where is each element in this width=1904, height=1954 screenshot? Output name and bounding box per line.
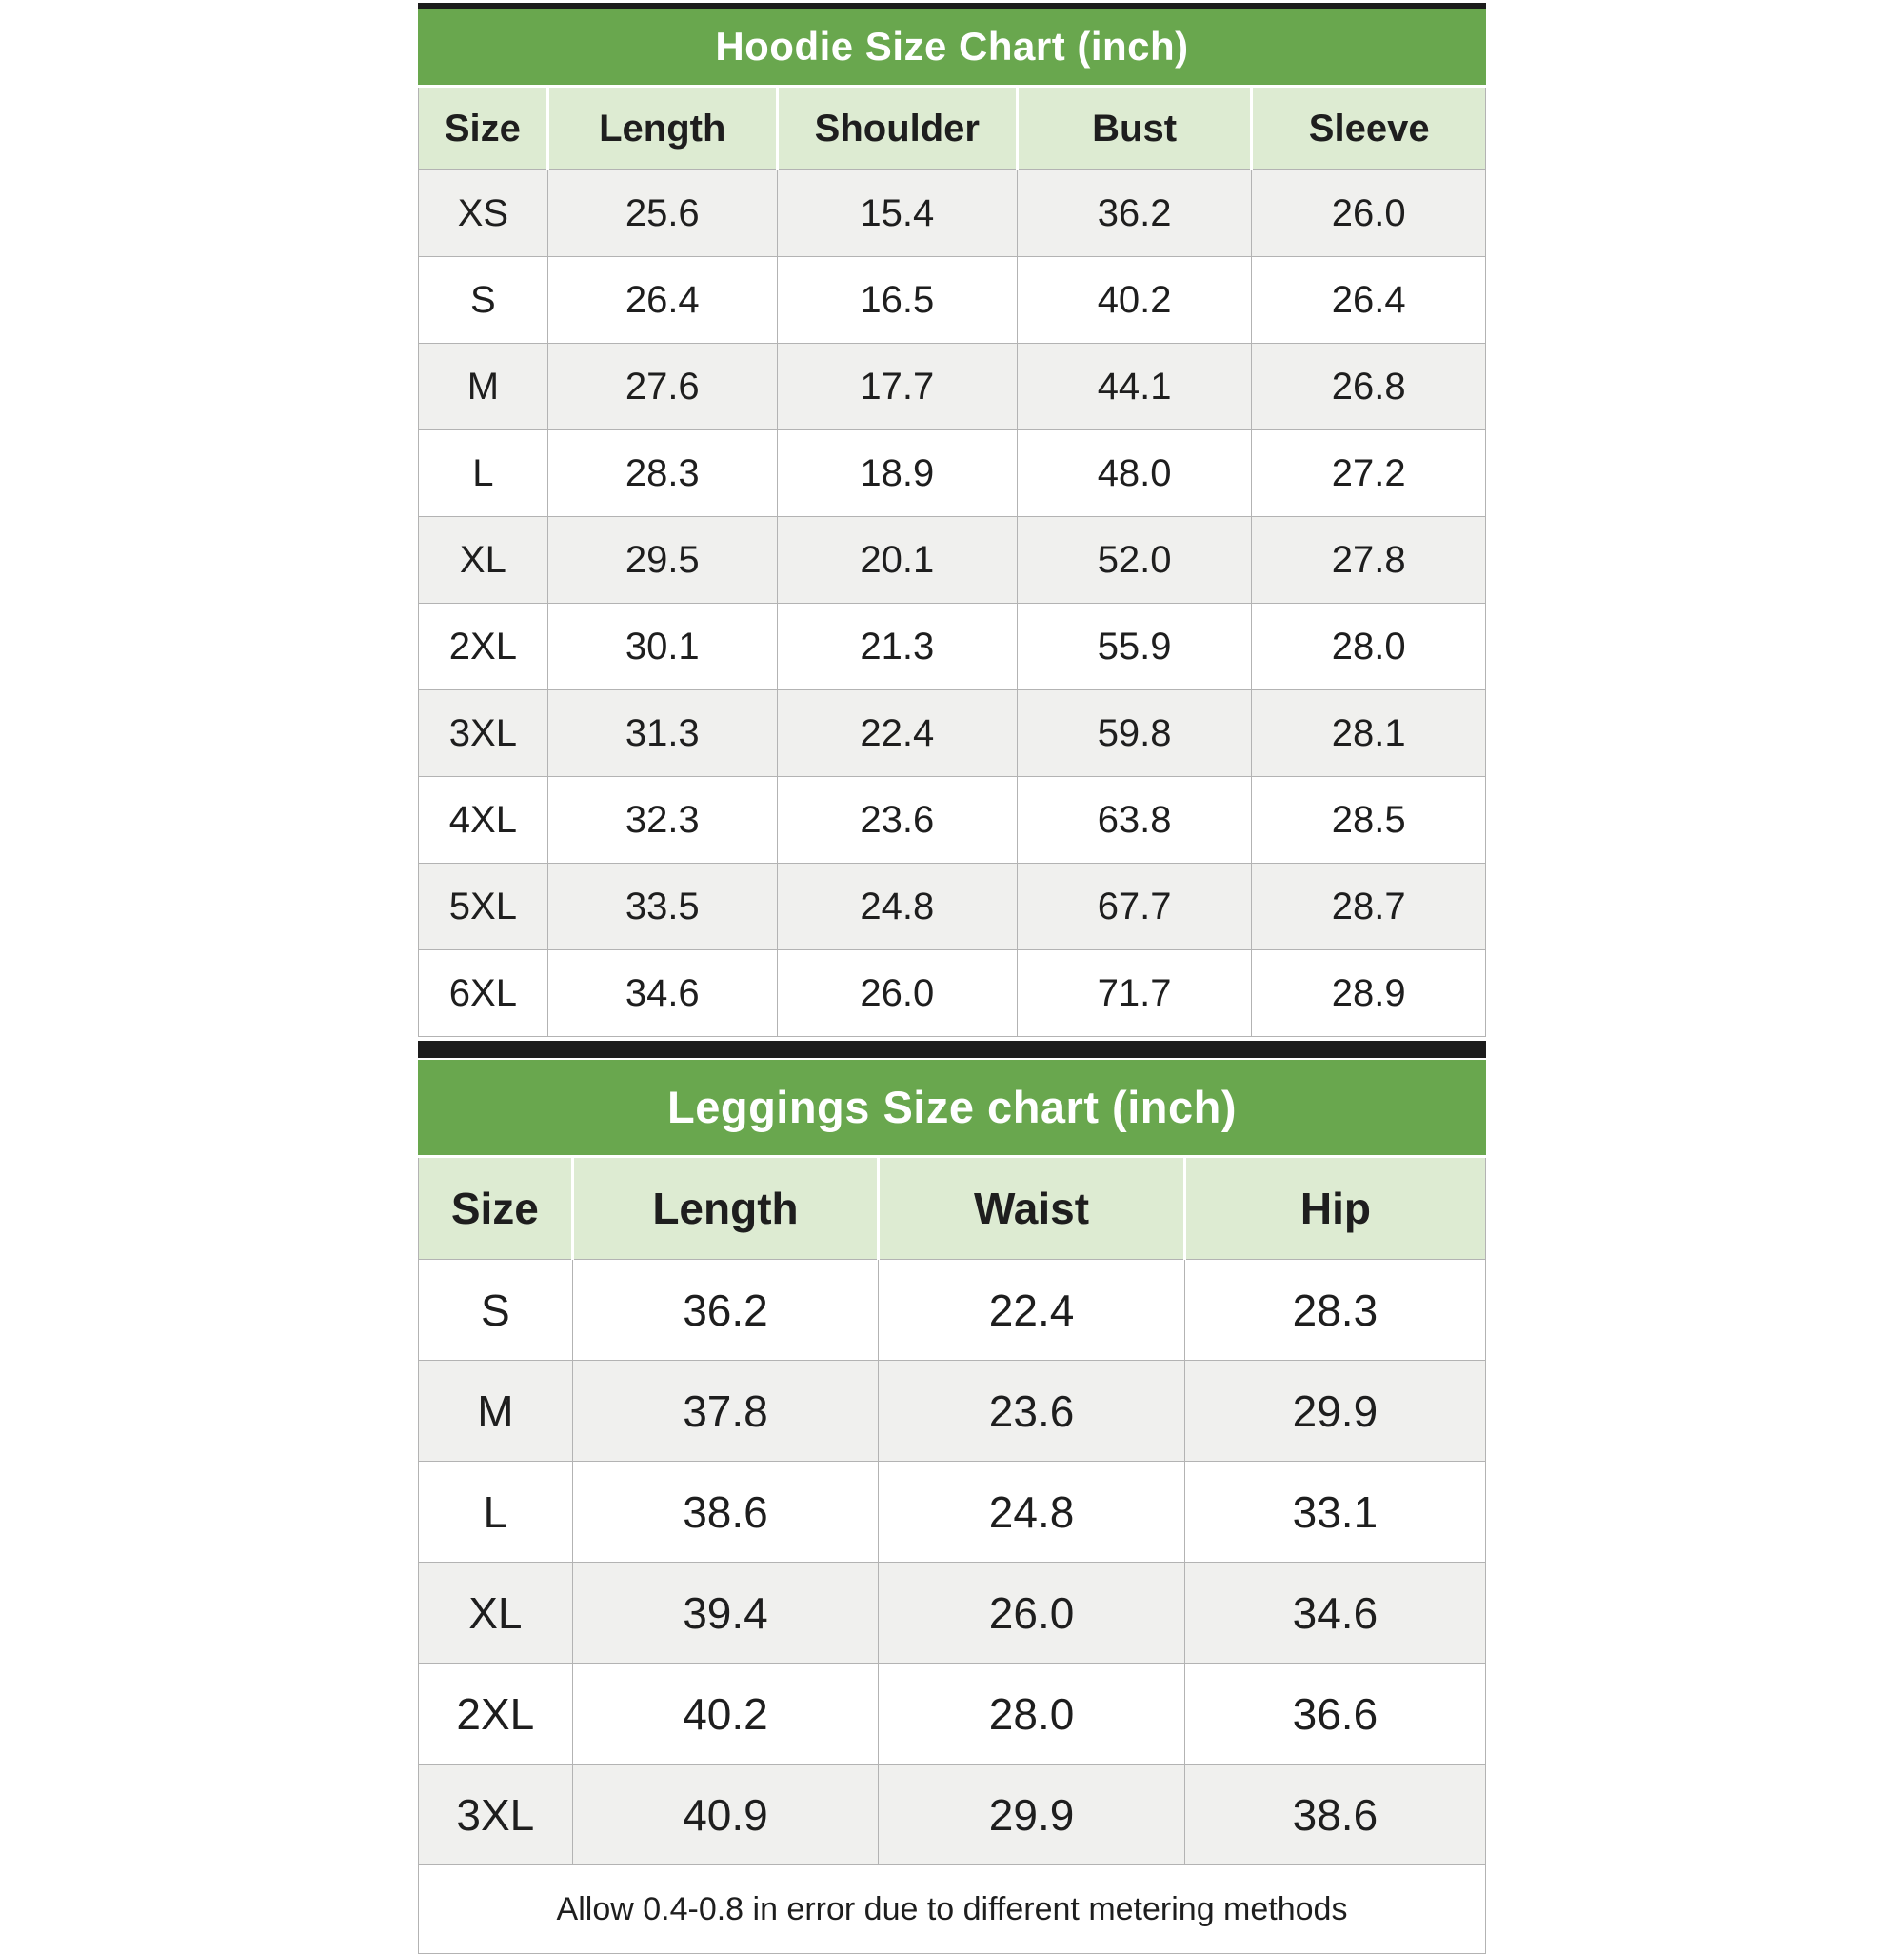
leggings-table-header [419,1158,1486,1260]
hoodie-measurement-value-cell: 59.8 [1017,690,1252,777]
leggings-header-row [419,1158,1486,1260]
hoodie-measurement-value-cell: 26.4 [547,257,777,344]
hoodie-row-2xl [419,604,1486,690]
leggings-size-label-cell: M [419,1361,573,1462]
hoodie-size-table [418,88,1486,1037]
leggings-measurement-value-cell: 37.8 [572,1361,879,1462]
leggings-measurement-value-cell: 36.2 [572,1260,879,1361]
hoodie-measurement-value-cell: 22.4 [777,690,1017,777]
hoodie-measurement-value-cell: 63.8 [1017,777,1252,864]
leggings-col-header-hip: Hip [1184,1158,1485,1260]
hoodie-measurement-value-cell: 18.9 [777,430,1017,517]
hoodie-header-row [419,88,1486,170]
hoodie-measurement-value-cell: 28.7 [1252,864,1486,950]
table-separator-bar [418,1041,1486,1058]
leggings-size-label-cell: XL [419,1563,573,1664]
measurement-error-note: Allow 0.4-0.8 in error due to different metering methods [418,1865,1486,1954]
leggings-table-body [419,1260,1486,1865]
hoodie-measurement-value-cell: 27.2 [1252,430,1486,517]
hoodie-col-header-size: Size [419,88,548,170]
leggings-measurement-value-cell: 28.3 [1184,1260,1485,1361]
leggings-size-table-section [418,1060,1486,1954]
leggings-size-label-cell: 2XL [419,1664,573,1765]
leggings-measurement-value-cell: 33.1 [1184,1462,1485,1563]
hoodie-measurement-value-cell: 20.1 [777,517,1017,604]
leggings-measurement-value-cell: 24.8 [879,1462,1185,1563]
hoodie-measurement-value-cell: 67.7 [1017,864,1252,950]
hoodie-size-label-cell: 3XL [419,690,548,777]
hoodie-table-body [419,170,1486,1037]
hoodie-size-label-cell: 4XL [419,777,548,864]
hoodie-measurement-value-cell: 34.6 [547,950,777,1037]
hoodie-row-xs [419,170,1486,257]
leggings-measurement-value-cell: 29.9 [879,1765,1185,1865]
hoodie-measurement-value-cell: 28.9 [1252,950,1486,1037]
hoodie-measurement-value-cell: 52.0 [1017,517,1252,604]
hoodie-measurement-value-cell: 32.3 [547,777,777,864]
hoodie-measurement-value-cell: 30.1 [547,604,777,690]
hoodie-measurement-value-cell: 28.0 [1252,604,1486,690]
hoodie-measurement-value-cell: 31.3 [547,690,777,777]
hoodie-measurement-value-cell: 40.2 [1017,257,1252,344]
hoodie-measurement-value-cell: 44.1 [1017,344,1252,430]
hoodie-measurement-value-cell: 25.6 [547,170,777,257]
hoodie-measurement-value-cell: 36.2 [1017,170,1252,257]
leggings-measurement-value-cell: 29.9 [1184,1361,1485,1462]
leggings-measurement-value-cell: 40.9 [572,1765,879,1865]
leggings-measurement-value-cell: 36.6 [1184,1664,1485,1765]
hoodie-measurement-value-cell: 23.6 [777,777,1017,864]
leggings-row-l [419,1462,1486,1563]
hoodie-col-header-sleeve: Sleeve [1252,88,1486,170]
hoodie-row-l [419,430,1486,517]
leggings-measurement-value-cell: 23.6 [879,1361,1185,1462]
hoodie-size-label-cell: 6XL [419,950,548,1037]
leggings-measurement-value-cell: 34.6 [1184,1563,1485,1664]
leggings-size-label-cell: 3XL [419,1765,573,1865]
hoodie-row-4xl [419,777,1486,864]
hoodie-measurement-value-cell: 28.1 [1252,690,1486,777]
hoodie-measurement-value-cell: 24.8 [777,864,1017,950]
hoodie-measurement-value-cell: 28.5 [1252,777,1486,864]
hoodie-col-header-bust: Bust [1017,88,1252,170]
hoodie-size-label-cell: S [419,257,548,344]
leggings-row-s [419,1260,1486,1361]
leggings-row-m [419,1361,1486,1462]
hoodie-size-label-cell: L [419,430,548,517]
leggings-size-label-cell: S [419,1260,573,1361]
leggings-row-2xl [419,1664,1486,1765]
hoodie-row-s [419,257,1486,344]
hoodie-measurement-value-cell: 21.3 [777,604,1017,690]
leggings-row-3xl [419,1765,1486,1865]
leggings-measurement-value-cell: 26.0 [879,1563,1185,1664]
hoodie-size-label-cell: XL [419,517,548,604]
hoodie-table-title: Hoodie Size Chart (inch) [418,9,1486,88]
hoodie-size-label-cell: 2XL [419,604,548,690]
leggings-table-title: Leggings Size chart (inch) [418,1060,1486,1158]
leggings-row-xl [419,1563,1486,1664]
hoodie-row-5xl [419,864,1486,950]
hoodie-measurement-value-cell: 17.7 [777,344,1017,430]
hoodie-size-label-cell: 5XL [419,864,548,950]
hoodie-measurement-value-cell: 71.7 [1017,950,1252,1037]
hoodie-row-3xl [419,690,1486,777]
hoodie-measurement-value-cell: 28.3 [547,430,777,517]
hoodie-col-header-length: Length [547,88,777,170]
hoodie-measurement-value-cell: 26.4 [1252,257,1486,344]
leggings-measurement-value-cell: 22.4 [879,1260,1185,1361]
leggings-col-header-length: Length [572,1158,879,1260]
hoodie-measurement-value-cell: 26.8 [1252,344,1486,430]
leggings-col-header-waist: Waist [879,1158,1185,1260]
hoodie-measurement-value-cell: 33.5 [547,864,777,950]
hoodie-table-header [419,88,1486,170]
hoodie-measurement-value-cell: 55.9 [1017,604,1252,690]
hoodie-measurement-value-cell: 26.0 [1252,170,1486,257]
leggings-size-table [418,1158,1486,1865]
hoodie-row-6xl [419,950,1486,1037]
hoodie-measurement-value-cell: 15.4 [777,170,1017,257]
leggings-measurement-value-cell: 40.2 [572,1664,879,1765]
leggings-measurement-value-cell: 28.0 [879,1664,1185,1765]
hoodie-measurement-value-cell: 48.0 [1017,430,1252,517]
hoodie-measurement-value-cell: 26.0 [777,950,1017,1037]
leggings-measurement-value-cell: 39.4 [572,1563,879,1664]
size-chart-content [418,0,1486,1954]
hoodie-size-label-cell: M [419,344,548,430]
hoodie-measurement-value-cell: 16.5 [777,257,1017,344]
hoodie-size-table-section [418,9,1486,1037]
hoodie-measurement-value-cell: 29.5 [547,517,777,604]
hoodie-col-header-shoulder: Shoulder [777,88,1017,170]
hoodie-measurement-value-cell: 27.8 [1252,517,1486,604]
hoodie-row-m [419,344,1486,430]
leggings-measurement-value-cell: 38.6 [572,1462,879,1563]
hoodie-size-label-cell: XS [419,170,548,257]
leggings-measurement-value-cell: 38.6 [1184,1765,1485,1865]
leggings-size-label-cell: L [419,1462,573,1563]
hoodie-row-xl [419,517,1486,604]
hoodie-measurement-value-cell: 27.6 [547,344,777,430]
leggings-col-header-size: Size [419,1158,573,1260]
